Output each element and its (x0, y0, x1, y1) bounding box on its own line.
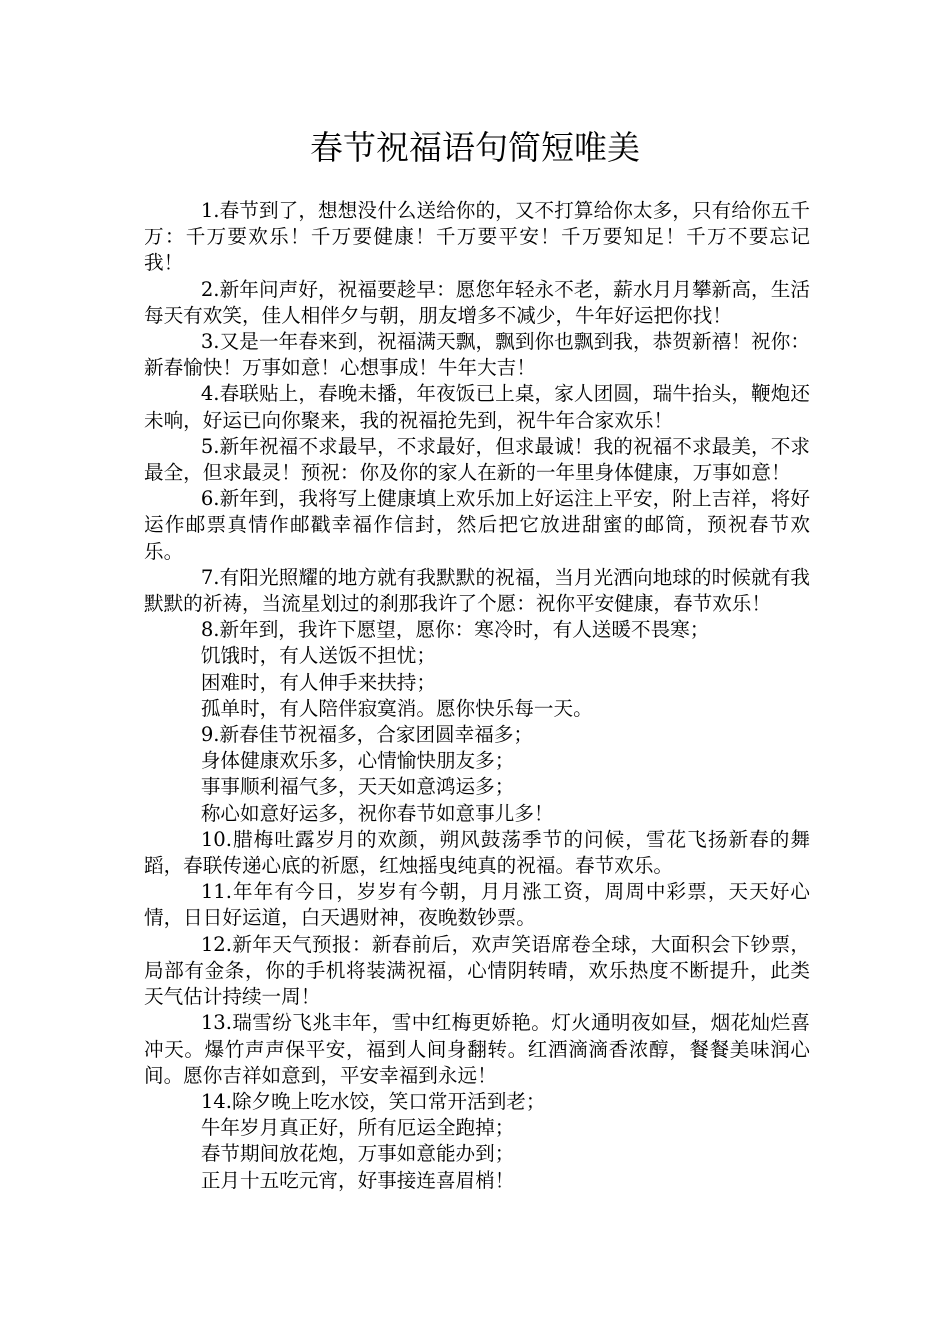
paragraph-4: 4.春联贴上，春晚未播，年夜饭已上桌，家人团圆，瑞牛抬头，鞭炮还未响，好运已向你聚来，我的祝福抢先到，祝牛年合家欢乐！ (144, 382, 810, 432)
verse-line: 孤单时，有人陪伴寂寞消。愿你快乐每一天。 (200, 696, 593, 720)
paragraph-13: 13.瑞雪纷飞兆丰年，雪中红梅更娇艳。灯火通明夜如昼，烟花灿烂喜冲天。爆竹声声保平安，福到人间身翻转。红酒滴滴香浓醇，餐餐美味润心间。愿你吉祥如意到，平安幸福到永远！ (144, 1011, 810, 1087)
paragraph-3: 3.又是一年春来到，祝福满天飘，飘到你也飘到我，恭贺新禧！祝你：新春愉快！万事如意！心想事成！牛年大吉！ (144, 330, 810, 380)
verse-line: 困难时，有人伸手来扶持； (200, 670, 436, 694)
verse-line: 春节期间放花炮，万事如意能办到； (200, 1142, 515, 1166)
paragraph-1: 1.春节到了，想想没什么送给你的，又不打算给你太多，只有给你五千万：千万要欢乐！千万要健康！千万要平安！千万要知足！千万不要忘记我！ (144, 199, 810, 275)
paragraph-14: 14.除夕晚上吃水饺，笑口常开活到老； (200, 1089, 546, 1113)
paragraph-7: 7.有阳光照耀的地方就有我默默的祝福，当月光洒向地球的时候就有我默默的祈祷，当流星划过的刹那我许了个愿：祝你平安健康，春节欢乐！ (144, 565, 810, 616)
paragraph-12: 12.新年天气预报：新春前后，欢声笑语席卷全球，大面积会下钞票，局部有金条，你的手机将装满祝福，心情阴转晴，欢乐热度不断提升，此类天气估计持续一周！ (144, 932, 810, 1009)
paragraph-8: 8.新年到，我许下愿望，愿你：寒冷时，有人送暖不畏寒； (200, 618, 710, 642)
verse-line: 称心如意好运多，祝你春节如意事儿多！ (200, 801, 554, 825)
verse-line: 身体健康欢乐多，心情愉快朋友多； (200, 749, 515, 773)
verse-line: 事事顺利福气多，天天如意鸿运多； (200, 775, 515, 799)
paragraph-11: 11.年年有今日，岁岁有今朝，月月涨工资，周周中彩票，天天好心情，日日好运道，白天遇财神，夜晚数钞票。 (144, 880, 810, 930)
document-body (144, 198, 810, 1194)
paragraph-6: 6.新年到，我将写上健康填上欢乐加上好运注上平安，附上吉祥，将好运作邮票真情作邮戳幸福作信封，然后把它放进甜蜜的邮筒，预祝春节欢乐。 (144, 487, 810, 563)
verse-line: 饥饿时，有人送饭不担忧； (200, 644, 436, 668)
paragraph-9: 9.新春佳节祝福多，合家团圆幸福多； (200, 723, 534, 747)
paragraph-5: 5.新年祝福不求最早，不求最好，但求最诚！我的祝福不求最美，不求最全，但求最灵！预祝：你及你的家人在新的一年里身体健康，万事如意！ (144, 434, 810, 485)
paragraph-10: 10.腊梅吐露岁月的欢颜，朔风鼓荡季节的问候，雪花飞扬新春的舞蹈，春联传递心底的祈愿，红烛摇曳纯真的祝福。春节欢乐。 (144, 827, 810, 878)
verse-line: 牛年岁月真正好，所有厄运全跑掉； (200, 1116, 515, 1140)
paragraph-2: 2.新年问声好，祝福要趁早：愿您年轻永不老，薪水月月攀新高，生活每天有欢笑，佳人相伴夕与朝，朋友增多不减少，牛年好运把你找！ (144, 277, 810, 327)
verse-line: 正月十五吃元宵，好事接连喜眉梢！ (200, 1168, 515, 1192)
document-title: 春节祝福语句简短唯美 (310, 128, 640, 167)
